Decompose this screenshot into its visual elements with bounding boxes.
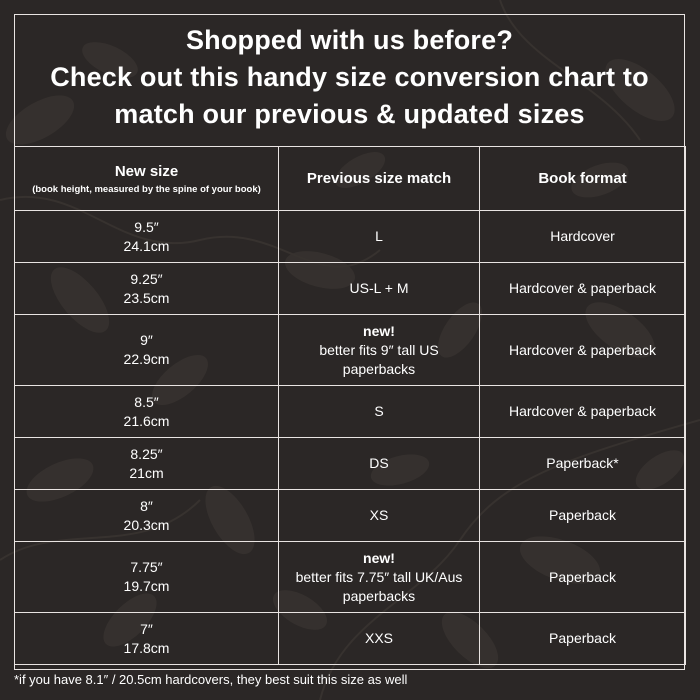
table-row xyxy=(15,263,686,315)
size-inches: 8.25″ xyxy=(130,445,163,462)
new-size-cell xyxy=(15,263,279,315)
table-row xyxy=(15,542,686,613)
size-inches: 7.75″ xyxy=(130,559,163,575)
book-format-cell: Paperback xyxy=(480,613,686,665)
new-size-cell xyxy=(15,490,279,542)
previous-size-cell: S xyxy=(279,386,480,438)
header-new-size-note: (book height, measured by the spine of your book) xyxy=(32,183,261,195)
new-badge: new! xyxy=(363,549,395,566)
book-format-cell: Hardcover & paperback xyxy=(480,315,686,386)
book-format-cell: Paperback* xyxy=(480,438,686,490)
size-cm: 20.3cm xyxy=(123,516,170,533)
size-inches: 8.5″ xyxy=(134,393,159,410)
previous-size-cell: L xyxy=(279,211,480,263)
table-row xyxy=(15,386,686,438)
size-cm: 17.8cm xyxy=(123,639,170,656)
size-cm: 21cm xyxy=(129,464,164,481)
book-format-cell: Paperback xyxy=(480,490,686,542)
new-size-cell xyxy=(15,211,279,263)
new-size-cell xyxy=(15,438,279,490)
table-row xyxy=(15,490,686,542)
size-cm: 23.5cm xyxy=(123,289,170,306)
headline-line-1: Shopped with us before? xyxy=(185,25,514,55)
headline-line-3: match our previous & updated sizes xyxy=(114,99,585,129)
book-format-cell: Hardcover & paperback xyxy=(480,386,686,438)
size-cm: 19.7cm xyxy=(123,578,170,594)
previous-size-note: better fits 7.75″ tall UK/Aus paperbacks xyxy=(295,568,463,604)
book-format-cell: Hardcover xyxy=(480,211,686,263)
table-header-row xyxy=(15,147,686,211)
previous-size-cell: US-L + M xyxy=(279,263,480,315)
new-size-cell xyxy=(15,542,279,613)
table-row xyxy=(15,315,686,386)
size-cm: 21.6cm xyxy=(123,412,170,429)
new-size-cell xyxy=(15,386,279,438)
size-cm: 24.1cm xyxy=(123,237,170,254)
footnote: *if you have 8.1″ / 20.5cm hardcovers, they best suit this size as well xyxy=(14,672,408,687)
header-new-size-label: New size xyxy=(114,162,179,180)
table-row xyxy=(15,211,686,263)
table-row xyxy=(15,438,686,490)
headline-line-2: Check out this handy size conversion chart to xyxy=(50,62,649,92)
previous-size-note: better fits 9″ tall US paperbacks xyxy=(319,341,439,377)
header-new-size xyxy=(15,147,279,211)
size-inches: 9.5″ xyxy=(134,218,159,235)
previous-size-cell: XS xyxy=(279,490,480,542)
table-row xyxy=(15,613,686,665)
new-size-cell xyxy=(15,315,279,386)
previous-size-cell xyxy=(279,542,480,613)
size-conversion-table xyxy=(14,146,686,665)
size-cm: 22.9cm xyxy=(123,351,170,367)
previous-size-cell: XXS xyxy=(279,613,480,665)
header-previous-size: Previous size match xyxy=(279,147,480,211)
size-inches: 7″ xyxy=(140,620,153,637)
book-format-cell: Hardcover & paperback xyxy=(480,263,686,315)
previous-size-cell xyxy=(279,315,480,386)
previous-size-cell: DS xyxy=(279,438,480,490)
new-badge: new! xyxy=(363,322,395,339)
book-format-cell: Paperback xyxy=(480,542,686,613)
size-inches: 8″ xyxy=(140,497,153,514)
new-size-cell xyxy=(15,613,279,665)
headline xyxy=(14,22,685,133)
size-inches: 9″ xyxy=(140,332,153,348)
size-inches: 9.25″ xyxy=(130,270,163,287)
header-book-format: Book format xyxy=(480,147,686,211)
